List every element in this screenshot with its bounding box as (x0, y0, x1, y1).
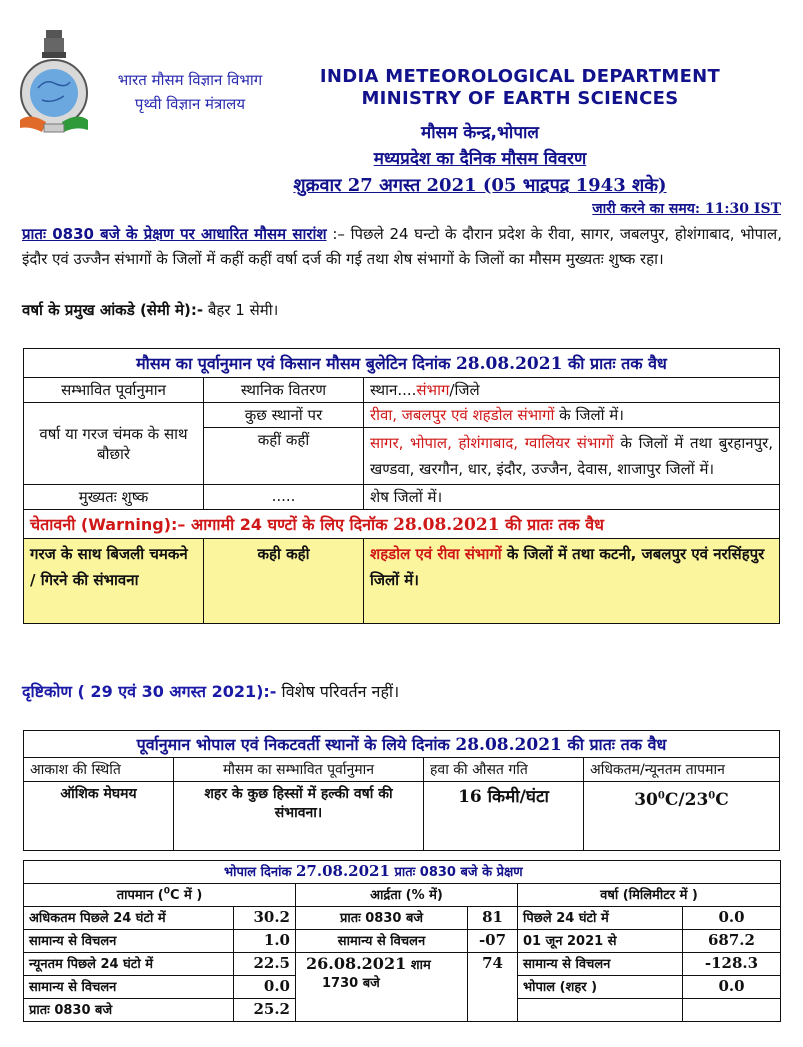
rain-highlights-label: वर्षा के प्रमुख आंकडे (सेमी मे):- (22, 301, 204, 319)
rain-label: 01 जून 2021 से (518, 930, 683, 953)
header-sky: आकाश की स्थिति (24, 758, 174, 782)
hindi-department-name (100, 68, 280, 116)
wind-speed: 16 किमी/घंटा (424, 782, 584, 851)
imd-emblem-logo-icon (14, 28, 94, 138)
temp-header-unit: C में ) (169, 888, 203, 903)
warning-distribution: कही कही (204, 539, 364, 624)
table-row (24, 907, 781, 930)
humidity-value: 81 (468, 907, 518, 930)
report-title (200, 146, 760, 169)
degree-mark: 0 (163, 886, 170, 897)
issue-time: जारी करने का समय: 11:30 IST (592, 201, 781, 217)
observations-caption (24, 861, 781, 884)
caption-text: पूर्वानुमान भोपाल एवं निकटवर्ती स्थानों के लिये दिनांक (136, 735, 450, 754)
places-suffix: के जिलों में तथा बुरहानपुर, खण्डवा, खरगौन, धार, इंदौर, उज्जैन, देवास, शाजापुर जिलों में। (370, 434, 773, 478)
humidity-label: प्रातः 0830 बजे (296, 907, 468, 930)
distribution-cell: ..... (204, 485, 364, 510)
rain-value: 0.0 (683, 907, 781, 930)
bhopal-observations-table (23, 860, 781, 1022)
temp-value: 25.2 (234, 999, 296, 1022)
warning-text: चेतावनी (Warning):– आगामी 24 घण्टों के लिए दिनॉक (30, 515, 388, 534)
date-line-text: शुक्रवार 27 अगस्त 2021 (05 भाद्रपद्र 1943 शके) (293, 175, 667, 196)
english-department-name (300, 66, 740, 110)
warning-row (24, 539, 780, 624)
warning-validity: की प्रातः तक वैध (505, 515, 605, 534)
temp-label: अधिकतम पिछले 24 घंटो में (24, 907, 234, 930)
rain-value: 0.0 (683, 976, 781, 999)
degree-mark: 0 (708, 790, 716, 802)
rain-value: -128.3 (683, 953, 781, 976)
unit-c: C (715, 790, 729, 810)
bhopal-forecast-caption (24, 731, 780, 758)
rain-highlights-value: बैहर 1 सेमी। (207, 301, 279, 319)
caption-text: मौसम का पूर्वानुमान एवं किसान मौसम बुलेटिन दिनांक (136, 354, 451, 373)
temp-value: 30.2 (234, 907, 296, 930)
places-cell: शेष जिलों में। (364, 485, 780, 510)
header-weather: मौसम का सम्भावित पूर्वानुमान (174, 758, 424, 782)
bhopal-forecast-table (23, 730, 780, 851)
warning-caption (24, 510, 780, 539)
sky-condition: ऑशिक मेघमय (24, 782, 174, 851)
table-row (24, 930, 781, 953)
rain-header: वर्षा (मिलिमीटर में ) (518, 884, 781, 907)
weather-summary (22, 222, 782, 272)
places-cell (364, 428, 780, 485)
caption-validity: की प्रातः तक वैध (567, 735, 667, 754)
outlook-label: दृष्टिकोण ( 29 एवं 30 अगस्त 2021):- (22, 682, 277, 701)
hindi-dept-line1: भारत मौसम विज्ञान विभाग (117, 71, 263, 89)
places-cell (364, 403, 780, 428)
temp-value: 0.0 (234, 976, 296, 999)
temp-value: 22.5 (234, 953, 296, 976)
temp-sep: / (678, 790, 685, 810)
rain-empty-cell (683, 999, 781, 1022)
warning-divisions: शहडोल एवं रीवा संभागों (370, 545, 502, 563)
humidity-evening: शाम (410, 958, 431, 973)
table-row (24, 953, 781, 976)
header-places (364, 378, 780, 403)
caption-date: 28.08.2021 (455, 354, 563, 374)
temp-value: 1.0 (234, 930, 296, 953)
rain-label: पिछले 24 घंटो में (518, 907, 683, 930)
humidity-date: 26.08.2021 (306, 954, 407, 973)
district-forecast-table (23, 348, 780, 624)
outlook (22, 680, 399, 702)
humidity-value: 74 (468, 953, 518, 1022)
forecast-cell: वर्षा या गरज चंमक के साथ बौछारे (24, 403, 204, 485)
report-title-text: मध्यप्रदेश का दैनिक मौसम विवरण (373, 149, 587, 169)
caption-date: 27.08.2021 (295, 862, 390, 880)
temp-min: 23 (684, 790, 709, 810)
caption-validity: प्रातः 0830 बजे के प्रेक्षण (394, 865, 523, 880)
header-places-prefix: स्थान.... (370, 381, 417, 399)
humidity-value: -07 (468, 930, 518, 953)
humidity-header: आर्द्रता (% में) (296, 884, 518, 907)
rain-label: सामान्य से विचलन (518, 953, 683, 976)
warning-places-suffix: के जिलों में तथा कटनी, जबलपुर एवं नरसिंहपुर जिलों में। (370, 545, 765, 589)
caption-validity: की प्रातः तक वैध (568, 354, 667, 373)
humidity-label: सामान्य से विचलन (296, 930, 468, 953)
places-suffix: के जिलों में। (554, 406, 624, 424)
outlook-text: विशेष परिवर्तन नहीं। (281, 682, 400, 701)
humidity-time: 1730 बजे (322, 976, 380, 991)
distribution-cell: कहीं कहीं (204, 428, 364, 485)
header-temperature: अधिकतम/न्यूनतम तापमान (584, 758, 780, 782)
date-line (200, 173, 760, 197)
degree-mark: 0 (657, 790, 665, 802)
rain-highlights (22, 300, 278, 320)
header-places-district: /जिले (449, 381, 480, 399)
warning-date: 28.08.2021 (393, 515, 500, 535)
summary-lead: प्रातः 0830 बजे के प्रेक्षण पर आधारित मौसम सारांश (22, 225, 327, 243)
rain-value: 687.2 (683, 930, 781, 953)
summary-text: :– पिछले 24 घन्टो के दौरान प्रदेश के रीवा, सागर, जबलपुर, होशंगाबाद, भोपाल, इंदौर एवं उज्जैन संभागों के जिलों में कहीं कहीं वर्षा दर्ज की गई तथा शेष संभागों के जिलों का मौसम मुख्यतः शुष्क रहा। (22, 225, 782, 268)
temp-header-text: तापमान ( (116, 888, 164, 903)
table-row (24, 485, 780, 510)
max-min-temperature (584, 782, 780, 851)
table-row (24, 403, 780, 428)
caption-text: भोपाल दिनांक (224, 865, 292, 880)
temp-max: 30 (634, 790, 658, 810)
unit-c: C (664, 790, 679, 810)
header-places-division: संभाग (416, 381, 450, 399)
header-distribution: स्थानिक वितरण (204, 378, 364, 403)
distribution-cell: कुछ स्थानों पर (204, 403, 364, 428)
forecast-table-caption (24, 349, 780, 378)
temp-label: प्रातः 0830 बजे (24, 999, 234, 1022)
places-divisions: सागर, भोपाल, होशंगाबाद, ग्वालियर संभागों (370, 434, 614, 452)
places-divisions: रीवा, जबलपुर एवं शहडोल संभागों (370, 406, 555, 424)
caption-date: 28.08.2021 (455, 735, 562, 755)
weather-forecast: शहर के कुछ हिस्सों में हल्की वर्षा की संभावना। (174, 782, 424, 851)
header-wind: हवा की औसत गति (424, 758, 584, 782)
temp-label: सामान्य से विचलन (24, 976, 234, 999)
humidity-label (296, 953, 468, 1022)
temperature-header (24, 884, 296, 907)
header-forecast: सम्भावित पूर्वानुमान (24, 378, 204, 403)
english-dept-line2: MINISTRY OF EARTH SCIENCES (361, 88, 679, 109)
warning-places (364, 539, 780, 624)
hindi-dept-line2: पृथ्वी विज्ञान मंत्रालय (134, 95, 246, 113)
warning-event: गरज के साथ बिजली चमकने / गिरने की संभावना (24, 539, 204, 624)
temp-label: सामान्य से विचलन (24, 930, 234, 953)
forecast-cell: मुख्यतः शुष्क (24, 485, 204, 510)
rain-empty-cell (518, 999, 683, 1022)
english-dept-line1: INDIA METEOROLOGICAL DEPARTMENT (319, 66, 721, 87)
centre-name: मौसम केन्द्र,भोपाल (421, 123, 539, 143)
rain-label: भोपाल (शहर ) (518, 976, 683, 999)
temp-label: न्यूनतम पिछले 24 घंटो में (24, 953, 234, 976)
